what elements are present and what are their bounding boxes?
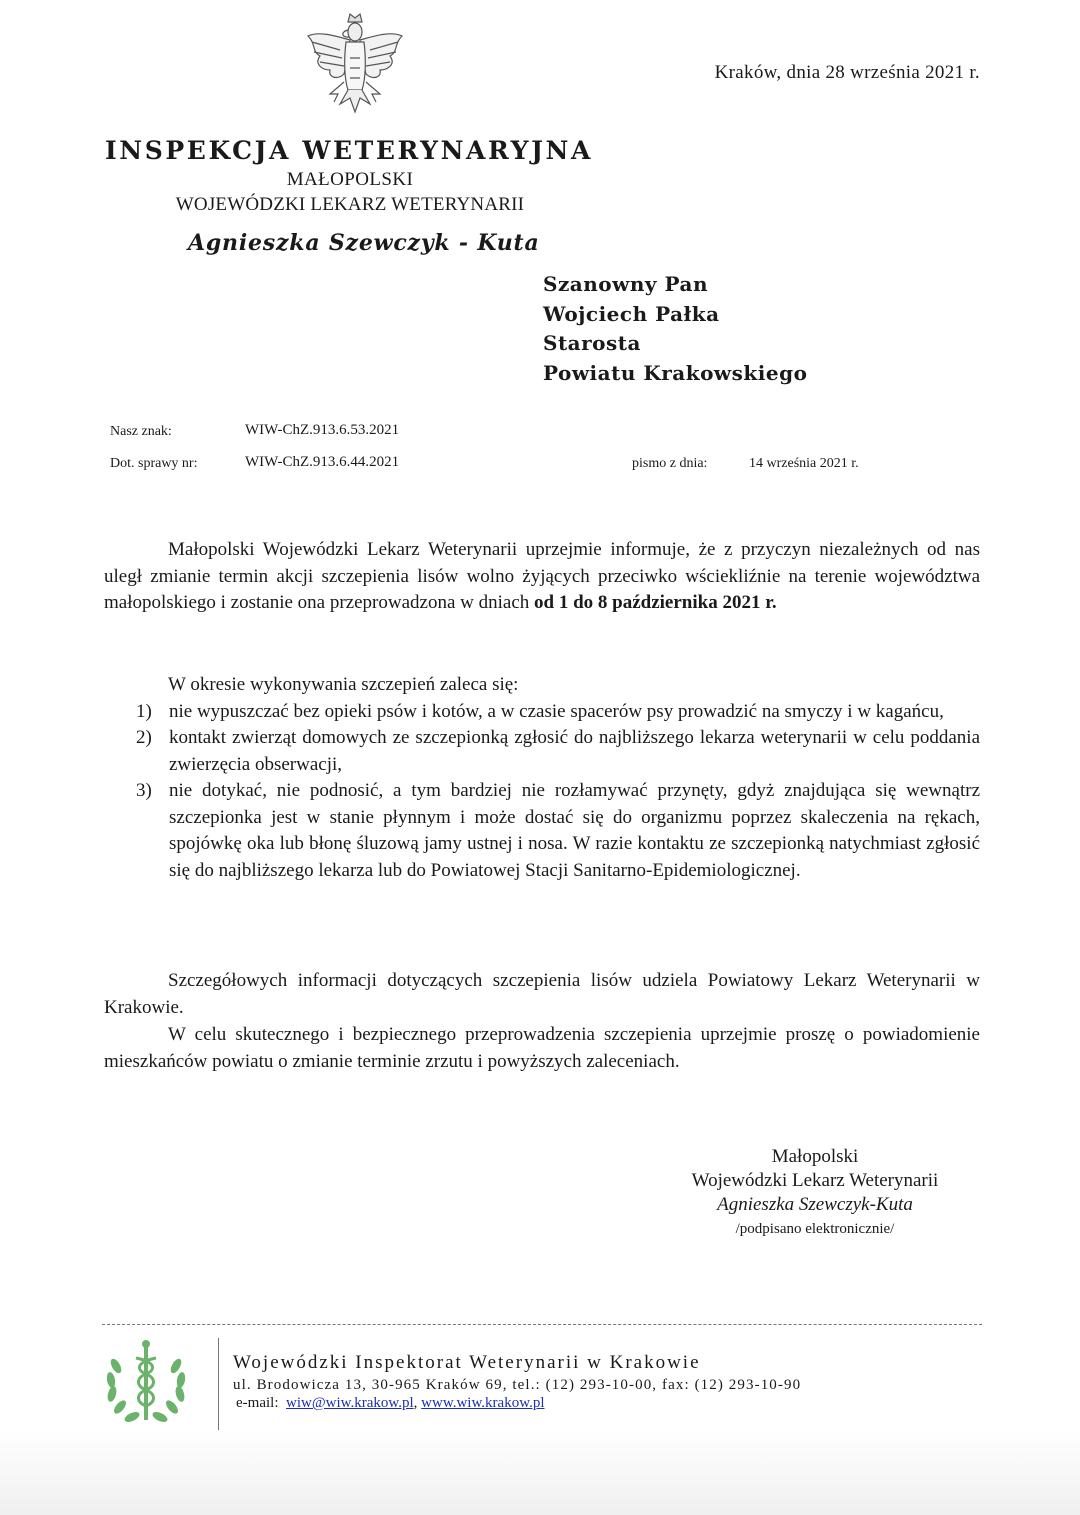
case-number-value: WIW-ChZ.913.6.44.2021: [245, 454, 400, 470]
list-item-text: nie wypuszczać bez opieki psów i kotów, a w czasie spacerów psy prowadzić na smyczy i w kagańcu,: [169, 700, 944, 722]
signature-note: /podpisano elektronicznie/: [735, 1221, 895, 1237]
list-item: [104, 725, 980, 778]
addressee-office: Powiatu Krakowskiego: [543, 360, 808, 385]
institution-head-name: Agnieszka Szewczyk - Kuta: [188, 230, 540, 256]
signature-role-line2: Wojewódzki Lekarz Weterynarii: [691, 1170, 939, 1191]
addressee-name: Wojciech Pałka: [543, 301, 720, 326]
veterinary-caduceus-laurel-icon: [102, 1336, 190, 1430]
signature-name: Agnieszka Szewczyk-Kuta: [717, 1194, 913, 1215]
letter-date-value: 14 września 2021 r.: [749, 456, 859, 471]
addressee-salutation: Szanowny Pan: [543, 272, 708, 296]
body-paragraph-1: [104, 537, 980, 617]
footer-separator: ,: [413, 1395, 418, 1411]
letter-date-label: pismo z dnia:: [632, 456, 708, 471]
list-item-text: nie dotykać, nie podnosić, a tym bardziej nie rozłamywać przynęty, gdyż znajdująca się wewnątrz szczepionka jest w stanie płynnym i może dostać się do organizmu poprzez skaleczenia na rękach, spojówkę oka lub błonę śluzową jamy ustnej i nosa. W razie kontaktu ze szczepionką natychmiast zgłosić się do najbliższego lekarza lub do Powiatowej Stacji Sanitarno-Epidemiologicznej.: [169, 780, 980, 881]
footer-website-link[interactable]: www.wiw.krakow.pl: [421, 1395, 545, 1411]
case-number-label: Dot. sprawy nr:: [110, 456, 198, 471]
footer-email-label: e-mail:: [236, 1395, 279, 1411]
body-paragraph-3: W celu skutecznego i bezpiecznego przeprowadzenia szczepienia uprzejmie proszę o powiadomienie mieszkańców powiatu o zmianie terminie zrzutu i powyższych zaleceniach.: [104, 1024, 980, 1072]
list-item-text: kontakt zwierząt domowych ze szczepionką zgłosić do najbliższego lekarza weterynarii w celu poddania zwierzęcia obserwacji,: [169, 727, 980, 775]
addressee-title: Starosta: [543, 331, 641, 355]
institution-region: MAŁOPOLSKI: [286, 169, 414, 190]
footer-vertical-divider: [218, 1338, 219, 1430]
footer-address: ul. Brodowicza 13, 30-965 Kraków 69, tel.: (12) 293-10-00, fax: (12) 293-10-90: [233, 1377, 802, 1393]
recommendations-list: [104, 672, 980, 884]
polish-eagle-emblem-icon: [300, 8, 410, 128]
list-item-number: 1): [136, 700, 152, 722]
list-intro: W okresie wykonywania szczepień zaleca się:: [168, 674, 519, 695]
body-paragraph-1-text: Małopolski Wojewódzki Lekarz Weterynarii uprzejmie informuje, że z przyczyn niezależnych od nas uległ zmianie termin akcji szczepienia lisów wolno żyjących przeciwko wściekliźnie na terenie województwa małopolskiego i zostanie ona przeprowadzona w dniach: [104, 539, 980, 613]
letter-date: Kraków, dnia 28 września 2021 r.: [714, 62, 980, 83]
institution-title: INSPEKCJA WETERYNARYJNA: [105, 136, 593, 165]
footer-organization: Wojewódzki Inspektorat Weterynarii w Krakowie: [233, 1352, 701, 1373]
signature-block: [660, 1145, 970, 1241]
page-bottom-shadow: [0, 1430, 1080, 1515]
our-sign-label: Nasz znak:: [110, 424, 172, 439]
our-sign-value: WIW-ChZ.913.6.53.2021: [245, 422, 400, 438]
list-item: [104, 778, 980, 884]
addressee-block: [543, 270, 807, 388]
footer-contact: [236, 1395, 544, 1412]
vaccination-dates: od 1 do 8 października 2021 r.: [534, 592, 777, 613]
list-item-number: 3): [136, 780, 152, 801]
footer-email-link[interactable]: wiw@wiw.krakow.pl: [285, 1395, 414, 1411]
body-paragraph-2: Szczegółowych informacji dotyczących szczepienia lisów udziela Powiatowy Lekarz Weterynarii w Krakowie.: [104, 970, 980, 1018]
list-item-number: 2): [136, 727, 152, 748]
footer-divider: [102, 1324, 982, 1325]
signature-role-line1: Małopolski: [771, 1146, 859, 1167]
list-item: [104, 699, 980, 726]
institution-office: WOJEWÓDZKI LEKARZ WETERYNARII: [175, 194, 525, 215]
